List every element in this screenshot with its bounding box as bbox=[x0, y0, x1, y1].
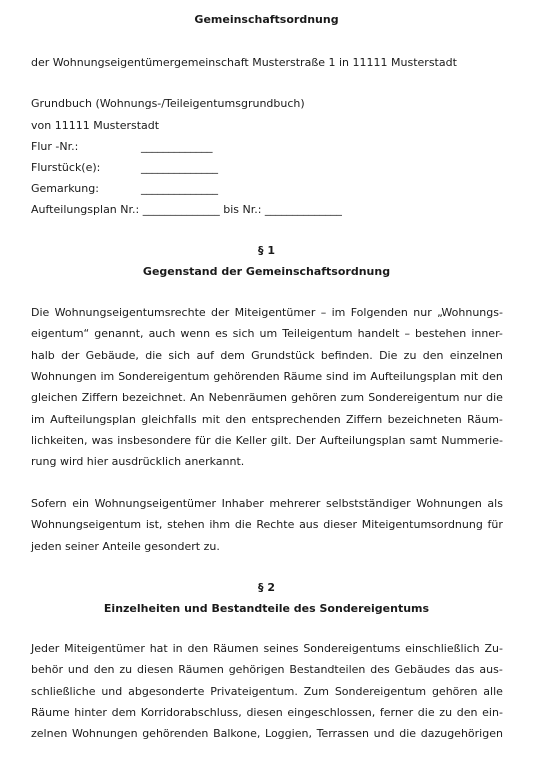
word: ferner bbox=[379, 705, 414, 719]
word: den bbox=[187, 642, 209, 655]
word: gehörigen bbox=[228, 663, 285, 677]
word: nur bbox=[463, 391, 483, 405]
word: die bbox=[417, 705, 435, 719]
word: Räume bbox=[31, 705, 70, 719]
word: die bbox=[214, 433, 232, 447]
paragraph-line bbox=[31, 391, 503, 405]
paragraph-line bbox=[31, 663, 503, 677]
word: zum bbox=[340, 391, 365, 405]
word: Keller bbox=[235, 433, 267, 447]
word: Aufteilungsplan bbox=[319, 433, 406, 447]
word: Bestandteilen bbox=[289, 663, 366, 677]
paragraph-line bbox=[31, 413, 503, 427]
word: was bbox=[91, 433, 114, 447]
paragraph-line bbox=[31, 327, 503, 341]
word: Sondereigentum bbox=[334, 684, 427, 698]
word: Aufteilungsplan bbox=[370, 369, 457, 383]
word: – bbox=[404, 327, 410, 341]
word: samt bbox=[409, 433, 438, 447]
word: Wohnungseigentum bbox=[31, 518, 142, 532]
paragraph-line bbox=[31, 727, 503, 741]
word: die bbox=[399, 727, 417, 741]
word: hinter bbox=[74, 705, 107, 719]
section-number: § 2 bbox=[258, 581, 275, 594]
word: Zum bbox=[303, 684, 329, 698]
word: ein bbox=[72, 497, 90, 510]
word: auch bbox=[148, 327, 176, 341]
word: gilt. bbox=[270, 433, 292, 447]
word: Terrassen bbox=[316, 727, 370, 741]
word: und bbox=[67, 663, 89, 677]
word: diesen bbox=[137, 663, 174, 677]
word: Räum- bbox=[467, 412, 503, 426]
paragraph-line bbox=[31, 497, 503, 511]
word: einschließlich bbox=[405, 642, 480, 655]
word: Grundstück bbox=[251, 348, 315, 362]
word: aus bbox=[299, 518, 319, 532]
word: Wohnungen bbox=[71, 727, 138, 741]
word: einzelnen bbox=[449, 348, 503, 362]
word: seines bbox=[263, 642, 299, 655]
word: wenn bbox=[180, 327, 211, 341]
word: Räumen bbox=[213, 642, 259, 655]
word: hat bbox=[149, 642, 168, 655]
word: Folgenden bbox=[350, 306, 408, 319]
word: sich bbox=[168, 348, 191, 362]
word: bezeichneten bbox=[387, 412, 462, 426]
word: eigentum“ bbox=[31, 327, 90, 341]
word: mit bbox=[201, 412, 220, 426]
word: entsprechenden bbox=[251, 412, 341, 426]
paragraph-line bbox=[31, 685, 503, 699]
word: gehören bbox=[291, 391, 337, 405]
word: dem bbox=[111, 705, 137, 719]
word: die bbox=[145, 348, 163, 362]
word: den bbox=[422, 348, 444, 362]
word: und bbox=[101, 684, 123, 698]
word: mehrerer bbox=[269, 497, 321, 510]
intro-line: der Wohnungseigentümergemeinschaft Musterstraße 1 in 11111 Musterstadt bbox=[31, 56, 457, 69]
paragraph-last-line: jeden seiner Anteile gesondert zu. bbox=[31, 540, 220, 553]
word: dazugehörigen bbox=[420, 727, 503, 741]
word: Die bbox=[379, 348, 398, 362]
word: den bbox=[225, 412, 247, 426]
word: Ziffern bbox=[81, 391, 118, 405]
paragraph-line bbox=[31, 706, 503, 720]
word: diesen bbox=[246, 705, 283, 719]
word: den bbox=[482, 369, 503, 383]
word: Aufteilungsplan bbox=[50, 412, 136, 426]
word: nur bbox=[413, 306, 432, 319]
field-blank: ______________ bbox=[141, 182, 218, 195]
word: der bbox=[211, 306, 230, 319]
word: halb bbox=[31, 348, 55, 362]
aufteilungsplan-line: Aufteilungsplan Nr.: ______________ bis Nr.: ______________ bbox=[31, 203, 342, 216]
section-number: § 1 bbox=[258, 244, 275, 257]
word: für bbox=[487, 518, 503, 532]
word: Balkone, bbox=[213, 727, 261, 741]
word: gleichen bbox=[31, 391, 78, 405]
field-label: Flur -Nr.: bbox=[31, 140, 79, 153]
word: Jeder bbox=[31, 642, 60, 655]
field-label: Gemarkung: bbox=[31, 182, 99, 195]
paragraph-line bbox=[31, 434, 503, 448]
word: alle bbox=[483, 684, 503, 698]
word: Korridorabschluss, bbox=[140, 705, 242, 719]
word: Inhaber bbox=[221, 497, 264, 510]
word: inner- bbox=[471, 327, 503, 341]
word: aus- bbox=[479, 663, 503, 677]
word: Wohnungseigentumsrechte bbox=[54, 306, 206, 319]
word: befinden. bbox=[320, 348, 373, 362]
word: behör bbox=[31, 663, 63, 677]
word: Nebenräumen bbox=[208, 391, 288, 405]
word: des bbox=[370, 663, 390, 677]
paragraph-last-line: rung wird hier ausdrücklich anerkannt. bbox=[31, 455, 245, 468]
word: Sondereigentum bbox=[368, 391, 460, 405]
word: den bbox=[93, 663, 115, 677]
word: den bbox=[456, 705, 478, 719]
word: für bbox=[195, 433, 211, 447]
word: Miteigentumsordnung bbox=[361, 518, 483, 532]
word: dieser bbox=[323, 518, 358, 532]
word: in bbox=[172, 642, 183, 655]
word: Gebäude, bbox=[85, 348, 139, 362]
word: gleichfalls bbox=[141, 412, 197, 426]
word: mit bbox=[460, 369, 479, 383]
word: zelnen bbox=[31, 727, 68, 741]
word: Miteigentümer bbox=[64, 642, 145, 655]
word: im bbox=[352, 369, 367, 383]
word: zu bbox=[403, 348, 417, 362]
word: insbesondere bbox=[117, 433, 192, 447]
field-blank: ______________ bbox=[141, 161, 218, 174]
word: „Wohnungs- bbox=[437, 306, 503, 319]
word: Die bbox=[31, 306, 50, 319]
word: um bbox=[259, 327, 278, 341]
word: zu bbox=[119, 663, 133, 677]
word: Wohnungen bbox=[416, 497, 482, 510]
word: im bbox=[100, 369, 115, 383]
word: sind bbox=[326, 369, 349, 383]
word: bezeichnet. bbox=[122, 391, 186, 405]
grundbuch-location: von 11111 Musterstadt bbox=[31, 119, 160, 132]
word: abgesonderte bbox=[128, 684, 205, 698]
word: die bbox=[234, 518, 252, 532]
section-heading: Gegenstand der Gemeinschaftsordnung bbox=[142, 265, 391, 278]
word: lichkeiten, bbox=[31, 433, 88, 447]
word: gehören bbox=[431, 684, 478, 698]
word: bestehen bbox=[414, 327, 467, 341]
word: handelt bbox=[357, 327, 400, 341]
word: ist, bbox=[145, 518, 163, 532]
word: stehen bbox=[167, 518, 205, 532]
word: im bbox=[331, 306, 346, 319]
word: Loggien, bbox=[265, 727, 312, 741]
document-title: Gemeinschaftsordnung bbox=[194, 13, 339, 26]
word: Räumen bbox=[178, 663, 224, 677]
word: Miteigentümer bbox=[234, 306, 316, 319]
word: es bbox=[215, 327, 228, 341]
section-heading: Einzelheiten und Bestandteile des Sondereigentums bbox=[103, 602, 430, 615]
word: schließliche bbox=[31, 684, 96, 698]
word: – bbox=[320, 306, 327, 319]
word: Sondereigentum bbox=[118, 369, 210, 383]
paragraph-line bbox=[31, 642, 503, 656]
word: sich bbox=[232, 327, 255, 341]
grundbuch-line: Grundbuch (Wohnungs-/Teileigentumsgrundbuch) bbox=[31, 97, 305, 110]
word: das bbox=[455, 663, 475, 677]
word: Der bbox=[295, 433, 316, 447]
word: ein- bbox=[482, 705, 503, 719]
word: auf bbox=[196, 348, 215, 362]
paragraph-line bbox=[31, 306, 503, 320]
field-blank: _____________ bbox=[141, 140, 213, 153]
word: im bbox=[31, 412, 45, 426]
word: Räume bbox=[283, 369, 323, 383]
word: Ziffern bbox=[346, 412, 383, 426]
word: gehörenden bbox=[142, 727, 209, 741]
word: Rechte bbox=[256, 518, 295, 532]
word: eingeschlossen, bbox=[287, 705, 376, 719]
paragraph-line bbox=[31, 349, 503, 363]
word: als bbox=[487, 497, 503, 510]
word: selbstständiger bbox=[326, 497, 411, 510]
word: Zu- bbox=[484, 642, 503, 655]
word: Gebäudes bbox=[394, 663, 451, 677]
word: Sondereigentums bbox=[303, 642, 401, 655]
word: gehörenden bbox=[213, 369, 280, 383]
paragraph-line bbox=[31, 518, 503, 532]
word: zu bbox=[439, 705, 453, 719]
word: Sofern bbox=[31, 497, 67, 510]
word: An bbox=[190, 391, 205, 405]
field-label: Flurstück(e): bbox=[31, 161, 101, 174]
word: und bbox=[373, 727, 395, 741]
word: die bbox=[486, 391, 503, 405]
word: ihm bbox=[209, 518, 231, 532]
word: Nummerie- bbox=[441, 433, 503, 447]
word: Teileigentum bbox=[282, 327, 353, 341]
word: genannt, bbox=[94, 327, 144, 341]
word: Wohnungen bbox=[31, 369, 97, 383]
word: dem bbox=[220, 348, 245, 362]
word: der bbox=[61, 348, 80, 362]
word: Wohnungseigentümer bbox=[94, 497, 217, 510]
word: Privateigentum. bbox=[210, 684, 298, 698]
paragraph-line bbox=[31, 370, 503, 384]
